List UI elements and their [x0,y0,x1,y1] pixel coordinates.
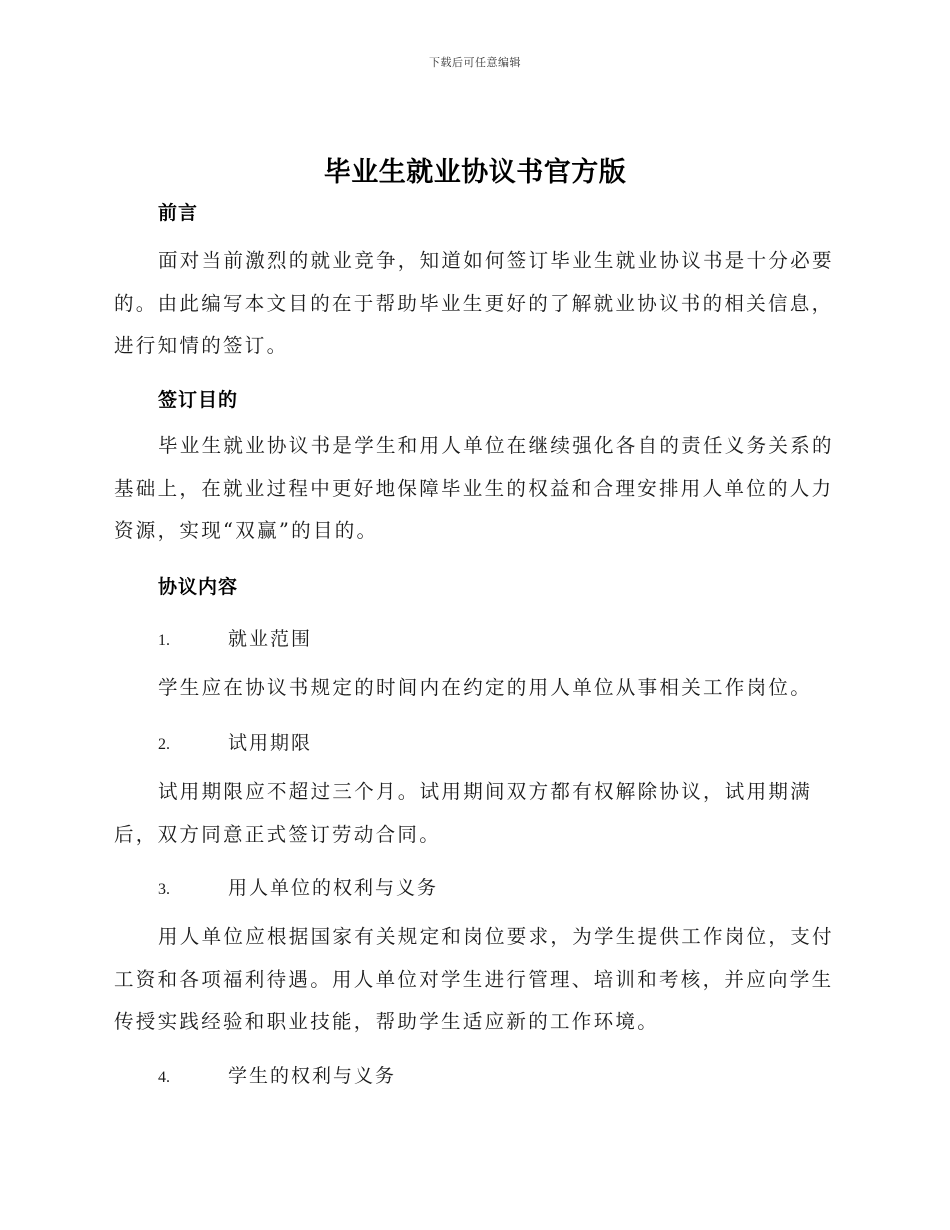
item-number: 4. [158,1069,170,1086]
list-item-1 [158,624,312,651]
list-item-3 [158,873,438,900]
item-number: 1. [158,632,170,649]
heading-content: 协议内容 [158,576,239,598]
paragraph-purpose: 毕业生就业协议书是学生和用人单位在继续强化各自的责任义务关系的基础上，在就业过程中更好地保障毕业生的权益和合理安排用人单位的人力资源，实现“双赢”的目的。 [114,434,834,542]
list-item-4 [158,1061,396,1088]
item-label: 就业范围 [228,628,313,650]
document-title: 毕业生就业协议书官方版 [323,157,627,188]
paragraph-preface: 面对当前激烈的就业竞争，知道如何签订毕业生就业协议书是十分必要的。由此编写本文目的在于帮助毕业生更好的了解就业协议书的相关信息，进行知情的签订。 [114,249,834,357]
item-label: 学生的权利与义务 [228,1065,397,1087]
paragraph-item-3: 用人单位应根据国家有关规定和岗位要求，为学生提供工作岗位，支付工资和各项福利待遇。用人单位对学生进行管理、培训和考核，并应向学生传授实践经验和职业技能，帮助学生适应新的工作环境。 [114,925,834,1033]
paragraph-item-1: 学生应在协议书规定的时间内在约定的用人单位从事相关工作岗位。 [158,676,813,699]
item-number: 3. [158,881,170,898]
heading-purpose: 签订目的 [158,389,239,411]
item-label: 用人单位的权利与义务 [228,877,439,899]
item-label: 试用期限 [228,732,313,754]
heading-preface: 前言 [158,202,199,224]
list-item-2 [158,728,312,755]
paragraph-item-2: 试用期限应不超过三个月。试用期间双方都有权解除协议，试用期满后，双方同意正式签订劳动合同。 [114,780,813,846]
header-note: 下载后可任意编辑 [429,56,521,69]
item-number: 2. [158,736,170,753]
